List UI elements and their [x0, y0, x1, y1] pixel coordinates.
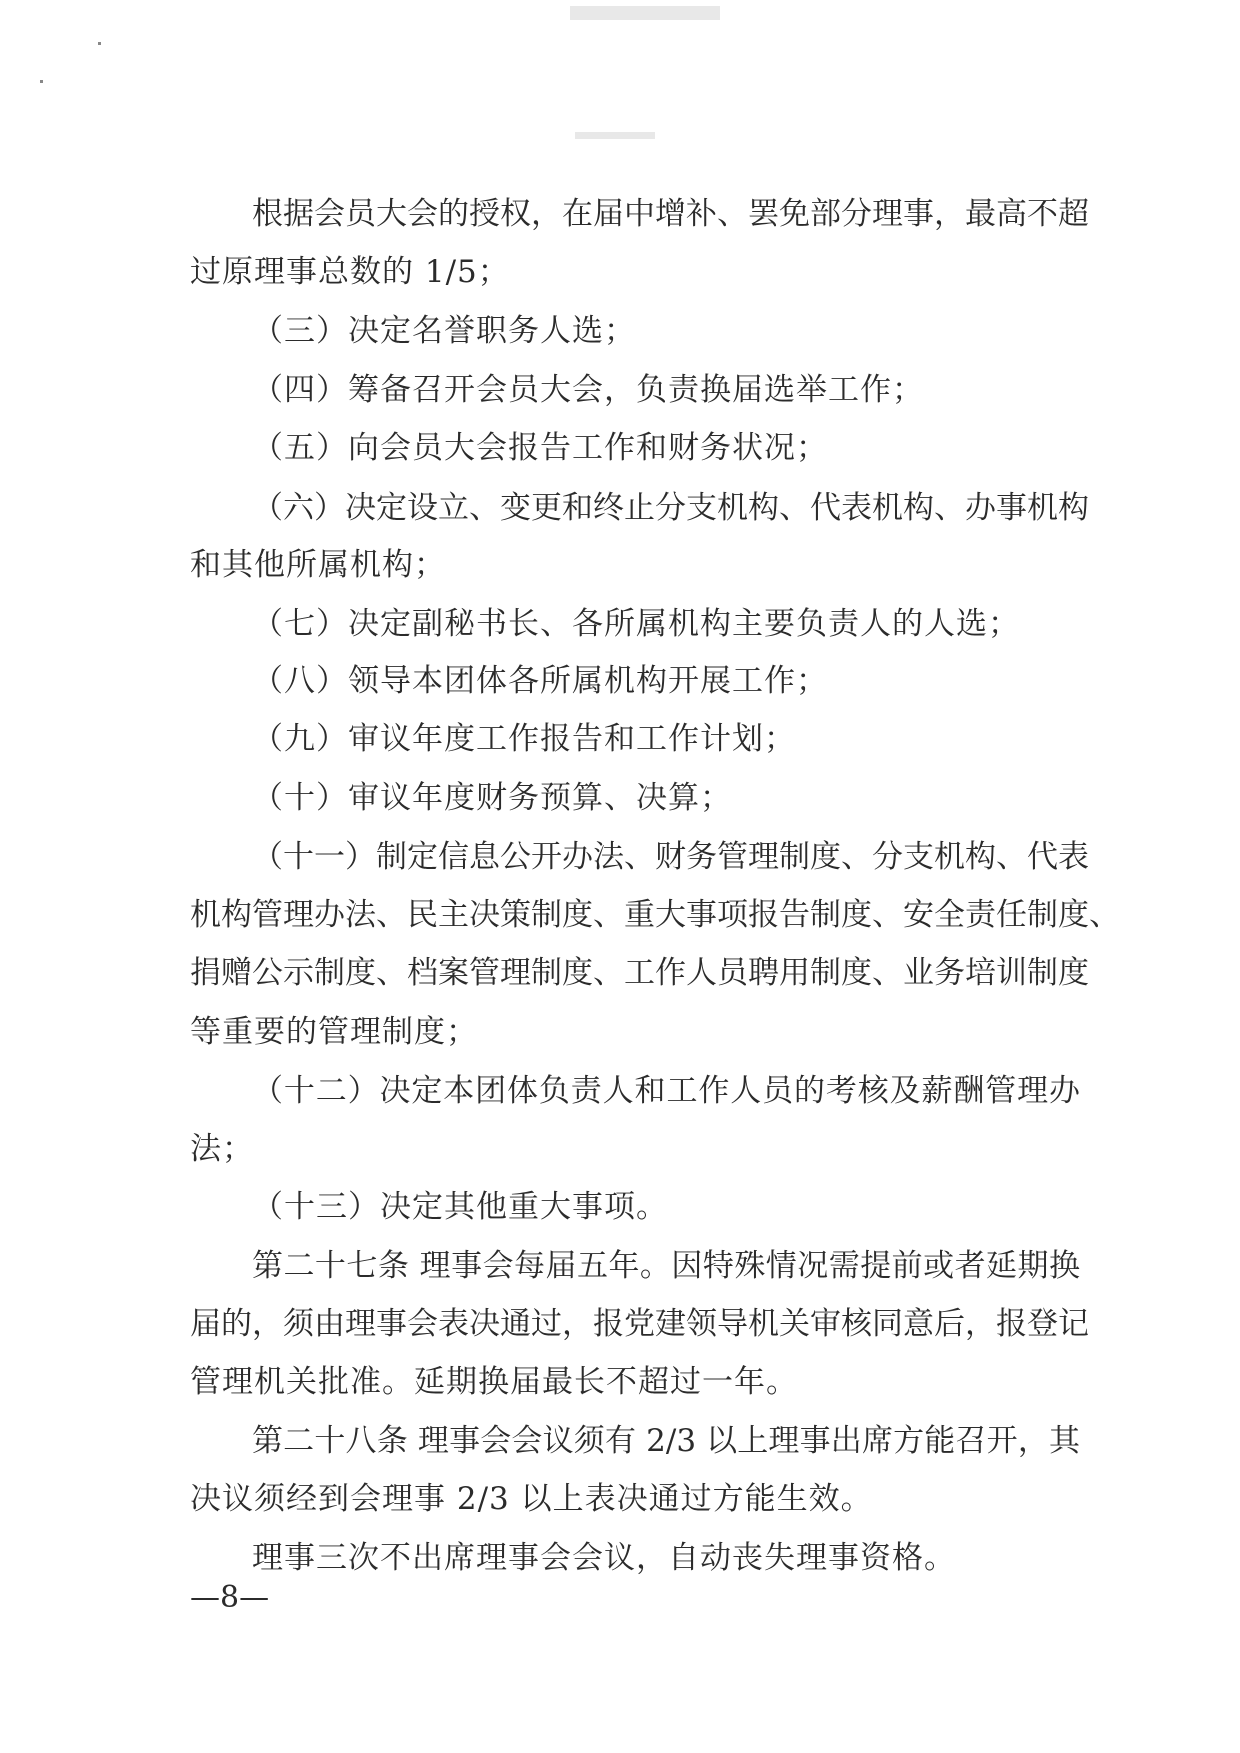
text-line: 等重要的管理制度；	[190, 1014, 478, 1050]
text-line: 机构管理办法、民主决策制度、重大事项报告制度、安全责任制度、	[190, 897, 1120, 933]
text-line: 届的，须由理事会表决通过，报党建领导机关审核同意后，报登记	[190, 1306, 1089, 1342]
text-line: 理事三次不出席理事会会议，自动丧失理事资格。	[252, 1540, 956, 1576]
text-line: （七）决定副秘书长、各所属机构主要负责人的人选；	[252, 606, 1020, 642]
text-line: （十二）决定本团体负责人和工作人员的考核及薪酬管理办	[252, 1073, 1080, 1109]
text-line: （九）审议年度工作报告和工作计划；	[252, 721, 796, 757]
text-line: （十）审议年度财务预算、决算；	[252, 780, 732, 816]
text-line: （十三）决定其他重大事项。	[252, 1189, 668, 1225]
text-line: （五）向会员大会报告工作和财务状况；	[252, 430, 828, 466]
text-line: （八）领导本团体各所属机构开展工作；	[252, 663, 828, 699]
text-line: 第二十七条 理事会每届五年。因特殊情况需提前或者延期换	[252, 1248, 1080, 1284]
text-line: 决议须经到会理事 2/3 以上表决通过方能生效。	[190, 1481, 873, 1517]
text-line: （四）筹备召开会员大会，负责换届选举工作；	[252, 372, 924, 408]
text-line: （十一）制定信息公开办法、财务管理制度、分支机构、代表	[252, 839, 1089, 875]
text-line: 捐赠公示制度、档案管理制度、工作人员聘用制度、业务培训制度	[190, 955, 1089, 991]
text-line: 和其他所属机构；	[190, 547, 446, 583]
text-line: 管理机关批准。延期换届最长不超过一年。	[190, 1364, 798, 1400]
text-line: 根据会员大会的授权，在届中增补、罢免部分理事，最高不超	[252, 196, 1089, 232]
text-line: 法；	[190, 1131, 254, 1167]
text-line: 过原理事总数的 1/5；	[190, 254, 510, 290]
text-line: （六）决定设立、变更和终止分支机构、代表机构、办事机构	[252, 490, 1089, 526]
text-line: （三）决定名誉职务人选；	[252, 313, 636, 349]
text-line: 第二十八条 理事会会议须有 2/3 以上理事出席方能召开，其	[252, 1423, 1080, 1459]
page-number: —8—	[190, 1580, 270, 1615]
